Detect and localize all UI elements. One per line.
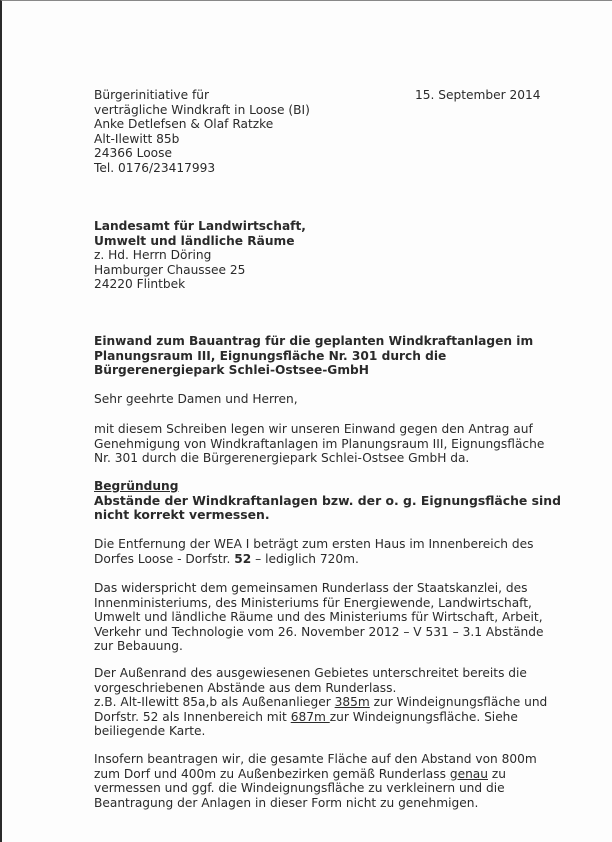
sender-line: Bürgerinitiative für [94, 88, 210, 102]
paragraph-boundary [94, 666, 547, 739]
paragraph-line [94, 710, 547, 725]
paragraph-line: beiliegende Karte. [94, 724, 206, 738]
sender-line: verträgliche Windkraft in Loose (BI) [94, 102, 310, 117]
paragraph-line: Insofern beantragen wir, die gesamte Fläche auf den Abstand von 800m [94, 752, 537, 766]
reason-headline: nicht korrekt vermessen. [94, 507, 270, 522]
paragraph-distance [94, 537, 533, 566]
subject-heading [94, 334, 533, 378]
paragraph-line [94, 695, 547, 710]
paragraph-line: vorgeschriebenen Abstände aus dem Runderlass. [94, 680, 397, 695]
intro-line: Nr. 301 durch die Bürgerenergiepark Schlei-Ostsee GmbH da. [94, 451, 470, 465]
paragraph-line: Umwelt und ländliche Räume und des Ministeriums für Wirtschaft, Arbeit, [94, 610, 543, 624]
sender-line: Alt-Ilewitt 85b [94, 131, 180, 146]
text-run: – lediglich 720m. [251, 551, 359, 566]
sender-line: Anke Detlefsen & Olaf Ratzke [94, 117, 274, 131]
subject-line: Planungsraum III, Eignungsfläche Nr. 301 durch die [94, 348, 447, 363]
reason-section-heading [94, 479, 561, 523]
paragraph-line: Der Außenrand des ausgewiesenen Gebietes unterschreitet bereits die [94, 666, 527, 680]
paragraph-line: Die Entfernung der WEA I beträgt zum ersten Haus im Innenbereich des [94, 537, 534, 551]
recipient-address [94, 219, 306, 292]
subject-line: Einwand zum Bauantrag für die geplanten Windkraftanlagen im [94, 334, 534, 348]
text-run: Dorfes Loose - Dorfstr. [94, 551, 235, 566]
paragraph-line [94, 552, 533, 567]
paragraph-line: vermessen und ggf. die Windeignungsfläche zu verkleinern und die [94, 781, 505, 795]
distance-385m: 385m [334, 695, 370, 709]
emphasis-genau: genau [449, 766, 488, 781]
house-number-bold: 52 [234, 551, 252, 566]
paragraph-request [94, 752, 537, 810]
recipient-attn: z. Hd. Herrn Döring [94, 248, 212, 262]
text-run: zum Dorf und 400m zu Außenbezirken gemäß Runderlass [94, 766, 450, 781]
sender-line: Tel. 0176/23417993 [94, 160, 216, 175]
sender-address [94, 88, 310, 175]
recipient-street: Hamburger Chaussee 25 [94, 262, 246, 277]
intro-paragraph [94, 422, 544, 466]
paragraph-line: Innenministeriums, des Ministeriums für Energiewende, Landwirtschaft, [94, 595, 532, 610]
paragraph-line: zur Bebauung. [94, 639, 183, 653]
text-run: z.B. Alt-Ilewitt 85a,b als Außenanlieger [94, 695, 335, 709]
paragraph-line: Verkehr und Technologie vom 26. November 2012 – V 531 – 3.1 Abstände [94, 624, 544, 639]
recipient-org-line: Umwelt und ländliche Räume [94, 233, 295, 248]
paragraph-line: Beantragung der Anlagen in dieser Form nicht zu genehmigen. [94, 795, 479, 810]
intro-line: Genehmigung von Windkraftanlagen im Planungsraum III, Eignungsfläche [94, 436, 545, 451]
recipient-org-line: Landesamt für Landwirtschaft, [94, 219, 306, 233]
paragraph-line [94, 767, 537, 782]
sender-line: 24366 Loose [94, 146, 172, 160]
text-run: zu [487, 766, 506, 781]
text-run: zur Windeignungsfläche und [369, 695, 548, 709]
text-run: zur Windeignungsfläche. Siehe [329, 709, 518, 724]
distance-687m: 687m [290, 709, 330, 724]
paragraph-line: Das widerspricht dem gemeinsamen Runderlass der Staatskanzlei, des [94, 581, 528, 595]
reason-label: Begründung [94, 479, 179, 493]
text-run: Dorfstr. 52 als Innenbereich mit [94, 709, 291, 724]
recipient-city: 24220 Flintbek [94, 277, 186, 291]
reason-headline: Abstände der Windkraftanlagen bzw. der o. g. Eignungsfläche sind [94, 492, 561, 508]
salutation: Sehr geehrte Damen und Herren, [94, 392, 298, 406]
subject-line: Bürgerenergiepark Schlei-Ostsee-GmbH [94, 363, 369, 377]
intro-line: mit diesem Schreiben legen wir unseren Einwand gegen den Antrag auf [94, 422, 533, 436]
paragraph-regulation [94, 581, 544, 654]
letter-date: 15. September 2014 [415, 88, 541, 102]
